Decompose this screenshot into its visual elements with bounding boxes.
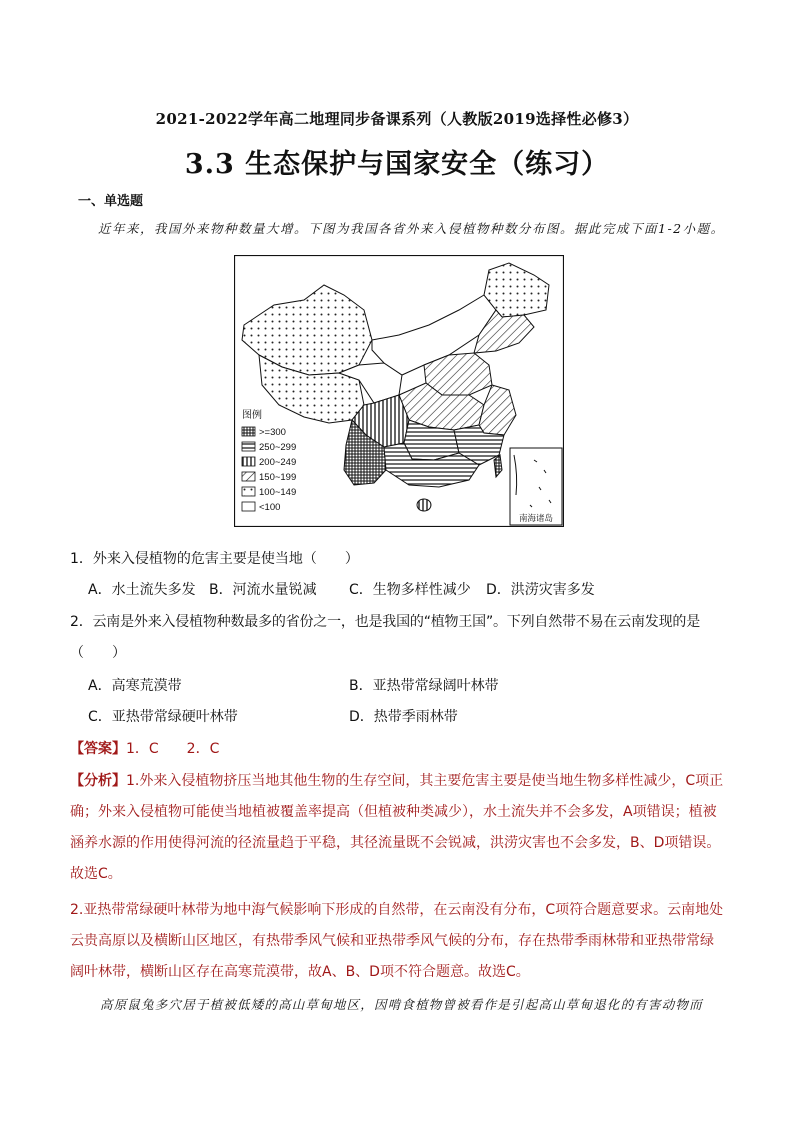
- analysis-line-5: 2.亚热带常绿硬叶林带为地中海气候影响下形成的自然带，在云南没有分布，C项符合题意要求。云南地处: [70, 902, 724, 918]
- q2-option-c: C．亚热带常绿硬叶林带: [88, 709, 238, 725]
- analysis-line-3: 涵养水源的作用使得河流的径流量趋于平稳，其径流量既不会锐减，洪涝灾害也不会多发，B、D项错误。: [70, 835, 721, 851]
- page-title: 3.3 生态保护与国家安全（练习）: [184, 149, 610, 180]
- answer-label: 【答案】: [70, 741, 126, 757]
- legend-item: <100: [259, 502, 281, 513]
- section-heading: 一、单选题: [78, 194, 144, 209]
- analysis-line-2: 确；外来入侵植物可能使当地植被覆盖率提高（但植被种类减少），水土流失并不会多发，A项错误；植被: [70, 804, 717, 820]
- legend-title: 图例: [242, 410, 262, 421]
- q1-option-d: D．洪涝灾害多发: [486, 582, 595, 598]
- question-2-stem: 2．云南是外来入侵植物种数最多的省份之一，也是我国的“植物王国”。下列自然带不易在云南发现的是: [70, 614, 701, 630]
- question-2-stem-end: （ ）: [70, 645, 126, 661]
- q1-option-b: B．河流水量锐减: [209, 582, 317, 598]
- legend-item: 100~149: [259, 487, 297, 498]
- answer-text: 1．C 2．C: [126, 741, 220, 757]
- south-china-sea-inset: [510, 448, 562, 525]
- q1-option-c: C．生物多样性减少: [349, 582, 471, 598]
- analysis-text: 1.外来入侵植物挤压当地其他生物的生存空间，其主要危害主要是使当地生物多样性减少，C项正: [126, 773, 724, 789]
- inset-label: 南海诸岛: [518, 513, 554, 523]
- intro-paragraph: 近年来，我国外来物种数量大增。下图为我国各省外来入侵植物种数分布图。据此完成下面1-2小题。: [98, 221, 725, 236]
- next-passage: 高原鼠兔多穴居于植被低矮的高山草甸地区，因啃食植物曾被看作是引起高山草甸退化的有害动物而: [100, 997, 703, 1012]
- region-hainan: [417, 499, 431, 511]
- q2-option-d: D．热带季雨林带: [349, 709, 458, 725]
- legend-item: 200~249: [259, 457, 297, 468]
- legend-item: 250~299: [259, 442, 297, 453]
- q1-option-a: A．水土流失多发: [88, 582, 196, 598]
- analysis-line-6: 云贵高原以及横断山区地区，有热带季风气候和亚热带季风气候的分布，存在热带季雨林带和亚热带常绿: [70, 933, 714, 949]
- analysis-line-7: 阔叶林带，横断山区存在高寒荒漠带，故A、B、D项不符合题意。故选C。: [70, 964, 530, 980]
- legend-item: >=300: [259, 427, 286, 438]
- invasive-plant-map: [234, 255, 564, 527]
- q2-option-a: A．高寒荒漠带: [88, 678, 182, 694]
- analysis-line-1: [70, 770, 723, 790]
- analysis-label: 【分析】: [70, 773, 126, 789]
- series-heading: 2021-2022学年高二地理同步备课系列（人教版2019选择性必修3）: [155, 110, 639, 128]
- answer-block: [70, 738, 219, 758]
- analysis-line-4: 故选C。: [70, 866, 122, 882]
- question-1-stem: 1．外来入侵植物的危害主要是使当地（ ）: [70, 551, 359, 567]
- legend-item: 150~199: [259, 472, 297, 483]
- q2-option-b: B．亚热带常绿阔叶林带: [349, 678, 499, 694]
